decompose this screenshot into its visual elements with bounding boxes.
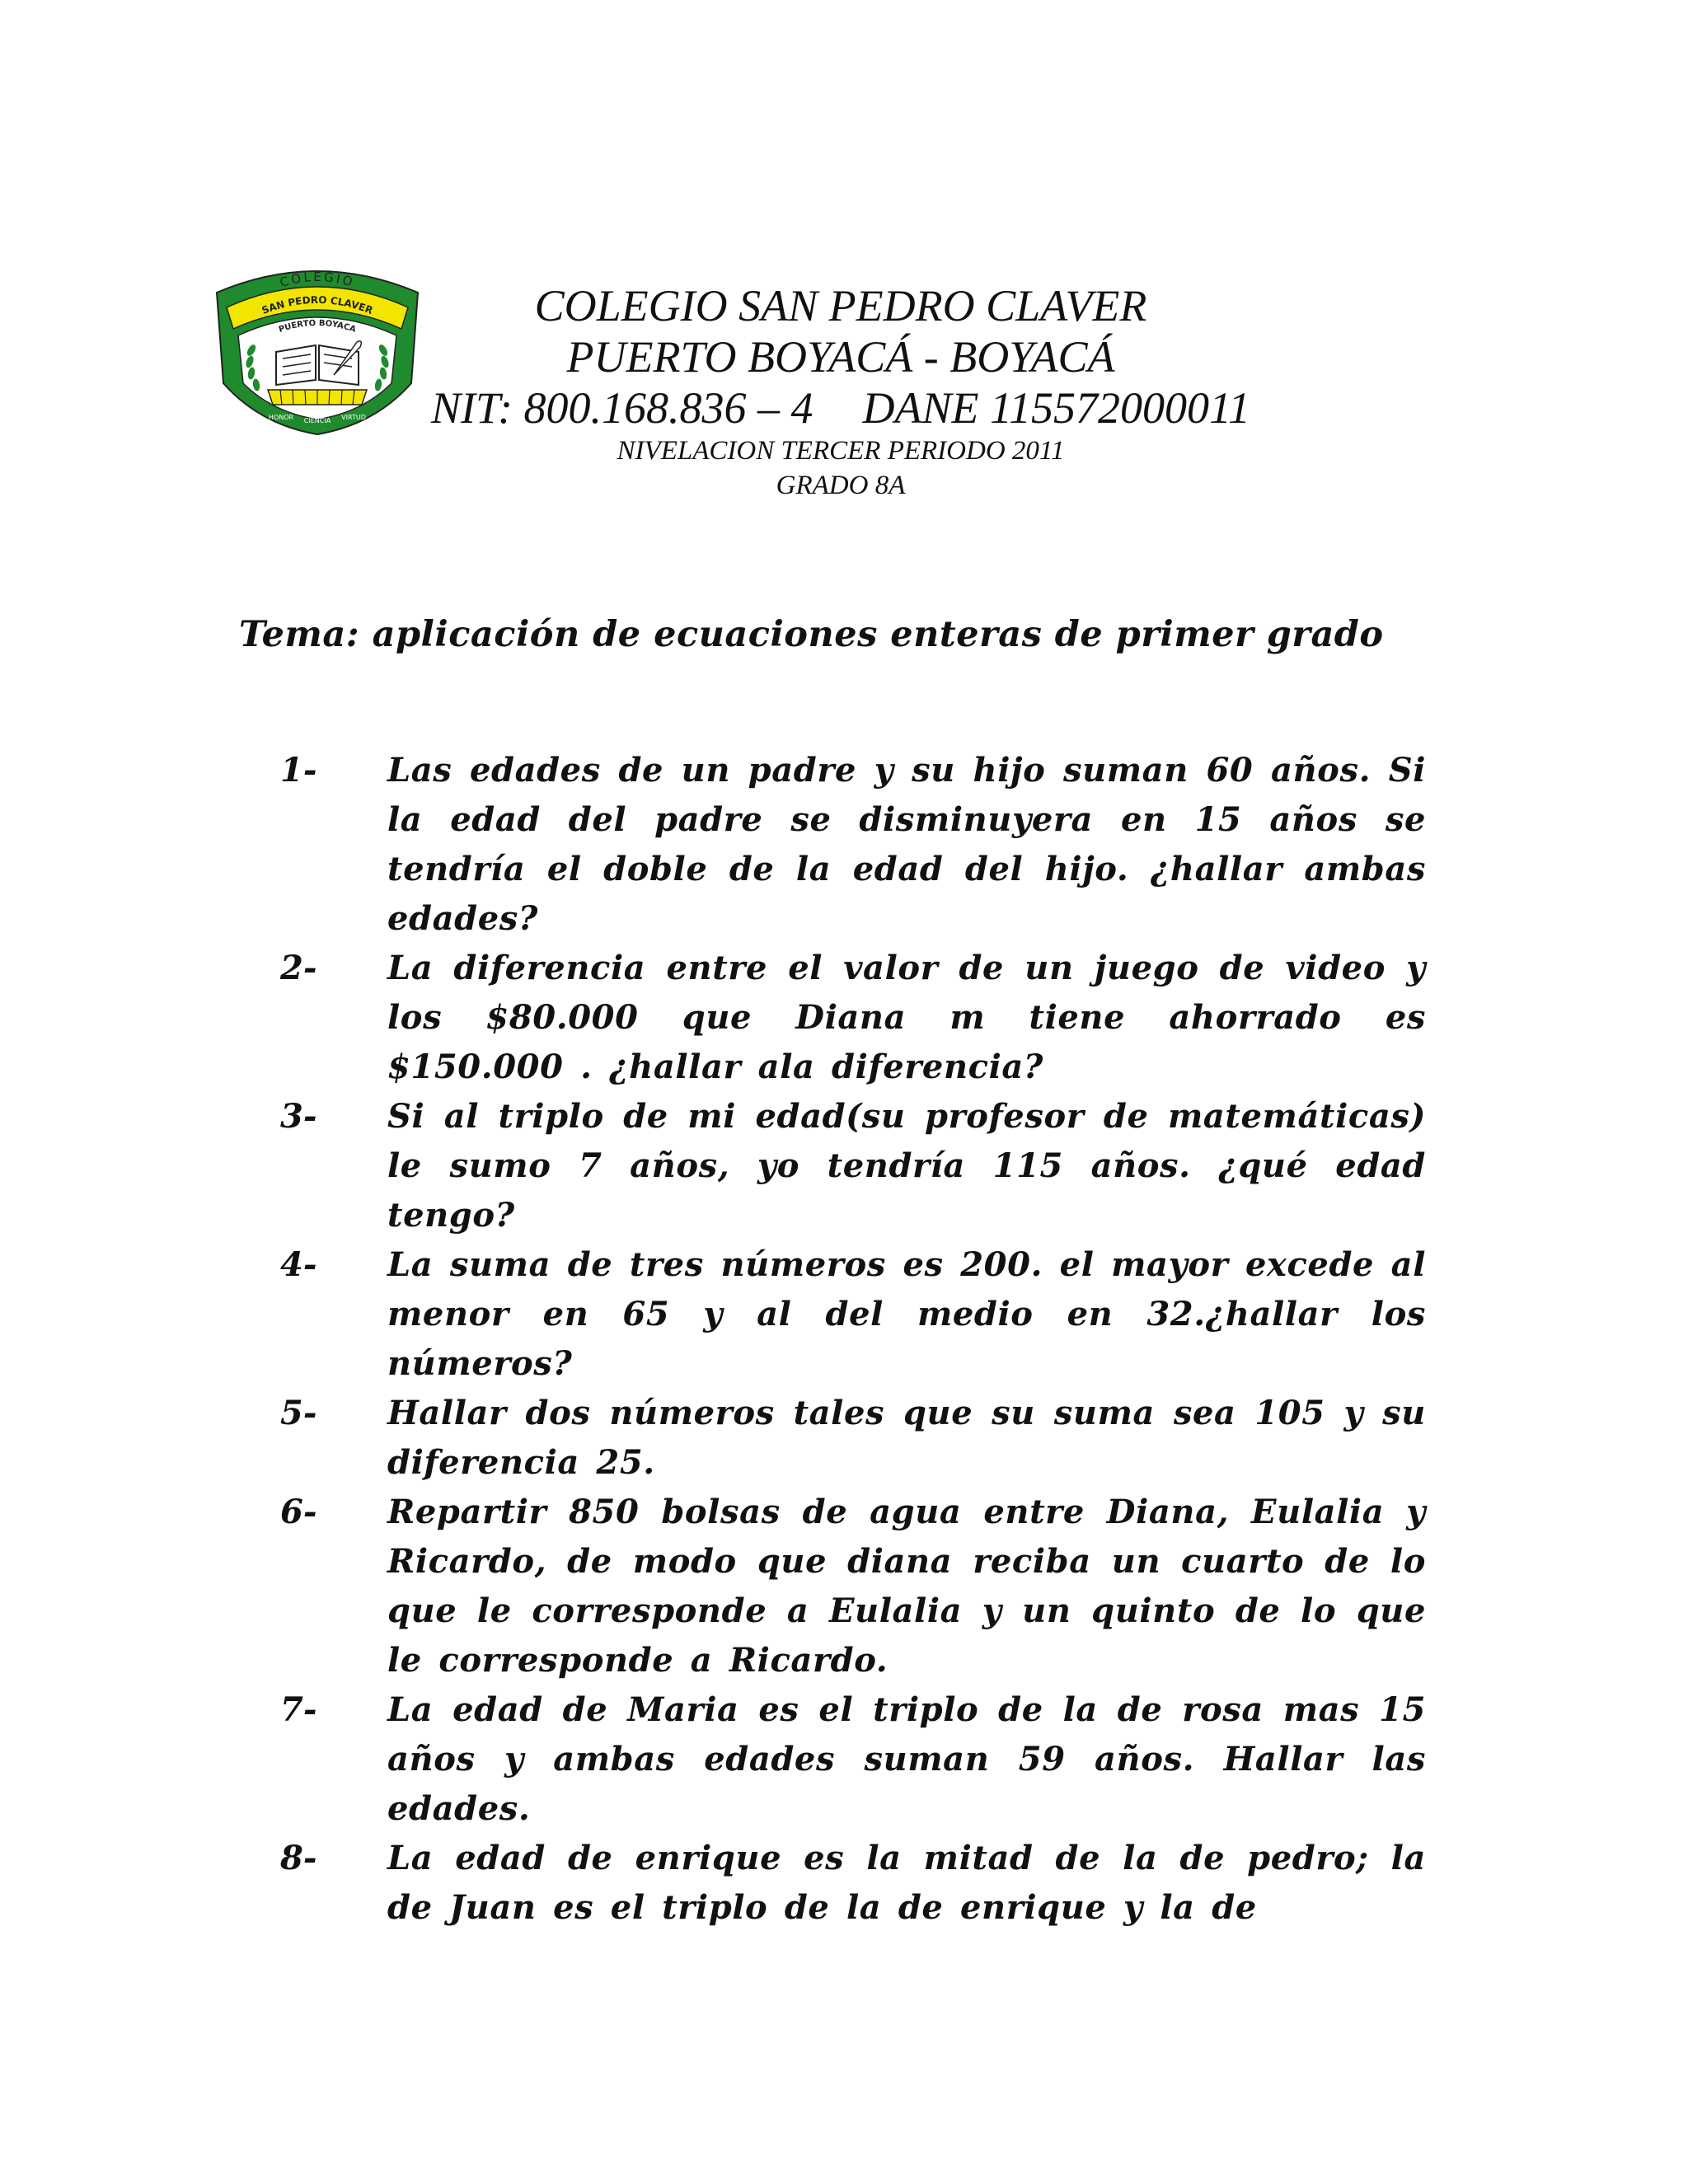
crest-motto-honor: HONOR (268, 414, 294, 421)
document-header (354, 280, 1327, 503)
dane-number: DANE 115572000011 (862, 383, 1251, 433)
topic-heading: Tema: aplicación de ecuaciones enteras de primer grado (239, 614, 1384, 655)
problem-text: La edad de enrique es la mitad de la de pedro; la de Juan es el triplo de la de enrique y la de (387, 1839, 1426, 1927)
problem-text: Repartir 850 bolsas de agua entre Diana, Eulalia y Ricardo, de modo que diana reciba un cuarto de lo que le corresponde a Eulalia y un quinto de lo que le corresponde a Ricardo. (387, 1493, 1426, 1680)
problem-text: La diferencia entre el valor de un juego de video y los $80.000 que Diana m tiene ahorrado es $150.000 . ¿hallar ala diferencia? (387, 949, 1426, 1086)
nit-number: NIT: 800.168.836 – 4 (430, 383, 814, 433)
problem-number: 7- (280, 1690, 317, 1729)
problem-text: Si al triplo de mi edad(su profesor de matemáticas) le sumo 7 años, yo tendría 115 años. ¿qué edad tengo? (387, 1097, 1426, 1235)
problem-number: 5- (280, 1394, 317, 1432)
grade-label: GRADO 8A (776, 471, 906, 500)
problem-item (280, 746, 1426, 944)
problem-number: 8- (280, 1839, 317, 1877)
school-ids (354, 382, 1327, 434)
crest-band-text: SAN PEDRO CLAVER (260, 293, 375, 316)
school-location: PUERTO BOYACÁ - BOYACÁ (566, 332, 1115, 382)
problem-item (280, 1685, 1426, 1834)
crest-city-text: PUERTO BOYACA (277, 318, 358, 335)
problem-number: 3- (280, 1097, 317, 1136)
problem-item (280, 1240, 1426, 1389)
problem-text: Las edades de un padre y su hijo suman 60 años. Si la edad del padre se disminuyera en 15 años se tendría el doble de la edad del hijo. ¿hallar ambas edades? (387, 751, 1426, 938)
school-name: COLEGIO SAN PEDRO CLAVER (534, 281, 1147, 330)
problem-item (280, 1834, 1426, 1933)
problem-text: Hallar dos números tales que su suma sea 105 y su diferencia 25. (387, 1394, 1426, 1482)
problem-item (280, 1488, 1426, 1685)
period-label: NIVELACION TERCER PERIODO 2011 (617, 436, 1065, 466)
crest-motto-ciencia: CIENCIA (303, 417, 331, 424)
problem-list (280, 746, 1426, 1933)
problem-item (280, 1092, 1426, 1240)
crest-motto-virtud: VIRTUD (341, 414, 366, 421)
problem-number: 4- (280, 1245, 317, 1284)
crest-top-text: COLEGIO (278, 269, 357, 291)
problem-number: 6- (280, 1493, 317, 1531)
problem-text: La suma de tres números es 200. el mayor excede al menor en 65 y al del medio en 32.¿hallar los números? (387, 1245, 1426, 1383)
problem-text: La edad de Maria es el triplo de la de rosa mas 15 años y ambas edades suman 59 años. Hallar las edades. (387, 1690, 1426, 1828)
problem-number: 1- (280, 751, 317, 790)
problem-item (280, 944, 1426, 1092)
problem-item (280, 1389, 1426, 1488)
problem-number: 2- (280, 949, 317, 987)
